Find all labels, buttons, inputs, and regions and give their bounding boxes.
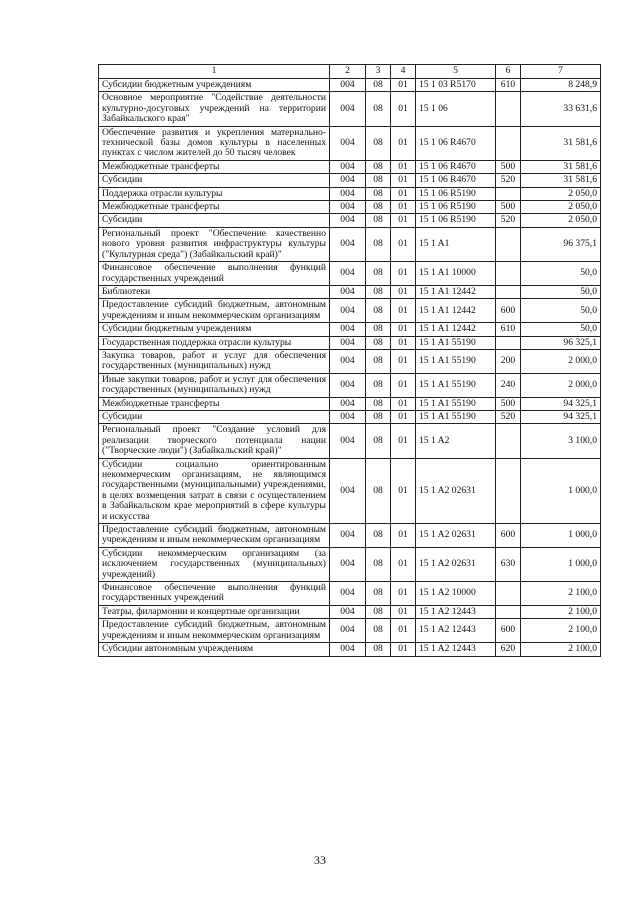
cell-amount: 8 248,9: [521, 79, 601, 92]
cell-section: 08: [366, 126, 391, 160]
cell-target-item: 15 1 A1 12442: [416, 323, 496, 336]
table-row: [99, 285, 601, 298]
column-header-amount: 7: [521, 65, 601, 79]
cell-subsection: 01: [391, 262, 416, 286]
cell-subsection: 01: [391, 524, 416, 548]
cell-name: Театры, филармонии и концертные организации: [99, 605, 330, 618]
cell-target-item: 15 1 A1 55190: [416, 349, 496, 373]
table-row: [99, 458, 601, 523]
cell-amount: 2 100,0: [521, 643, 601, 656]
table-row: [99, 262, 601, 286]
cell-ministry: 004: [330, 373, 366, 397]
cell-section: 08: [366, 201, 391, 214]
column-header-name: 1: [99, 65, 330, 79]
cell-subsection: 01: [391, 214, 416, 227]
cell-section: 08: [366, 323, 391, 336]
cell-expense-type: 600: [496, 299, 521, 323]
table-row: [99, 92, 601, 126]
cell-name: Обеспечение развития и укрепления материально-технической базы домов культуры в населенных пунктах с числом жителей до 50 тысяч человек: [99, 126, 330, 160]
cell-subsection: 01: [391, 458, 416, 523]
cell-section: 08: [366, 285, 391, 298]
cell-section: 08: [366, 160, 391, 173]
cell-subsection: 01: [391, 299, 416, 323]
cell-target-item: 15 1 06 R4670: [416, 126, 496, 160]
cell-amount: 94 325,1: [521, 397, 601, 410]
cell-section: 08: [366, 410, 391, 423]
cell-expense-type: [496, 458, 521, 523]
cell-expense-type: 500: [496, 160, 521, 173]
cell-name: Субсидии: [99, 174, 330, 187]
column-header-subsection: 4: [391, 65, 416, 79]
cell-ministry: 004: [330, 582, 366, 606]
table-row: [99, 424, 601, 458]
cell-expense-type: 520: [496, 174, 521, 187]
cell-amount: 3 100,0: [521, 424, 601, 458]
cell-target-item: 15 1 A2 02631: [416, 458, 496, 523]
cell-amount: 2 000,0: [521, 349, 601, 373]
cell-ministry: 004: [330, 79, 366, 92]
cell-ministry: 004: [330, 323, 366, 336]
cell-subsection: 01: [391, 285, 416, 298]
cell-target-item: 15 1 A2: [416, 424, 496, 458]
table-row: [99, 79, 601, 92]
cell-amount: 31 581,6: [521, 174, 601, 187]
cell-subsection: 01: [391, 227, 416, 261]
table-row: [99, 126, 601, 160]
table-row: [99, 160, 601, 173]
table-row: [99, 299, 601, 323]
table-row: [99, 174, 601, 187]
cell-name: Государственная поддержка отрасли культуры: [99, 336, 330, 349]
cell-ministry: 004: [330, 619, 366, 643]
cell-name: Субсидии некоммерческим организациям (за исключением государственных (муниципальных) учреждений): [99, 547, 330, 581]
cell-section: 08: [366, 619, 391, 643]
cell-expense-type: [496, 424, 521, 458]
cell-target-item: 15 1 A2 12443: [416, 605, 496, 618]
cell-amount: 33 631,6: [521, 92, 601, 126]
table-row: [99, 227, 601, 261]
cell-subsection: 01: [391, 643, 416, 656]
cell-amount: 1 000,0: [521, 547, 601, 581]
cell-subsection: 01: [391, 79, 416, 92]
cell-section: 08: [366, 373, 391, 397]
table-row: [99, 547, 601, 581]
cell-expense-type: 600: [496, 524, 521, 548]
cell-amount: 2 050,0: [521, 214, 601, 227]
cell-target-item: 15 1 06 R5190: [416, 214, 496, 227]
cell-subsection: 01: [391, 174, 416, 187]
cell-section: 08: [366, 299, 391, 323]
cell-ministry: 004: [330, 524, 366, 548]
column-header-target-item: 5: [416, 65, 496, 79]
cell-name: Субсидии бюджетным учреждениям: [99, 323, 330, 336]
cell-target-item: 15 1 A1 12442: [416, 285, 496, 298]
cell-target-item: 15 1 06 R5190: [416, 187, 496, 200]
cell-expense-type: 610: [496, 79, 521, 92]
cell-section: 08: [366, 336, 391, 349]
cell-amount: 1 000,0: [521, 524, 601, 548]
table-row: [99, 605, 601, 618]
cell-target-item: 15 1 A2 12443: [416, 619, 496, 643]
cell-subsection: 01: [391, 201, 416, 214]
cell-target-item: 15 1 A1 55190: [416, 410, 496, 423]
cell-ministry: 004: [330, 92, 366, 126]
table-row: [99, 397, 601, 410]
cell-name: Предоставление субсидий бюджетным, автономным учреждениям и иным некоммерческим организациям: [99, 299, 330, 323]
cell-target-item: 15 1 A1: [416, 227, 496, 261]
cell-expense-type: [496, 605, 521, 618]
cell-target-item: 15 1 A2 12443: [416, 643, 496, 656]
cell-subsection: 01: [391, 160, 416, 173]
cell-subsection: 01: [391, 619, 416, 643]
cell-name: Поддержка отрасли культуры: [99, 187, 330, 200]
cell-section: 08: [366, 397, 391, 410]
cell-expense-type: [496, 582, 521, 606]
cell-name: Иные закупки товаров, работ и услуг для обеспечения государственных (муниципальных) нужд: [99, 373, 330, 397]
cell-subsection: 01: [391, 349, 416, 373]
table-header-row: [99, 65, 601, 79]
table-row: [99, 323, 601, 336]
cell-target-item: 15 1 A1 55190: [416, 336, 496, 349]
cell-amount: 2 050,0: [521, 187, 601, 200]
table-row: [99, 410, 601, 423]
cell-name: Субсидии социально ориентированным некоммерческим организациям, не являющимся государственными (муниципальными) учреждениями, в целях возмещения затрат в связи с осуществлением в Забайкальском крае мероприятий в сфере культуры и искусства: [99, 458, 330, 523]
page-number: 33: [314, 853, 326, 867]
cell-expense-type: 200: [496, 349, 521, 373]
cell-name: Субсидии: [99, 214, 330, 227]
cell-ministry: 004: [330, 397, 366, 410]
cell-target-item: 15 1 06 R4670: [416, 160, 496, 173]
column-header-expense-type: 6: [496, 65, 521, 79]
cell-expense-type: 520: [496, 214, 521, 227]
cell-subsection: 01: [391, 397, 416, 410]
cell-amount: 2 100,0: [521, 582, 601, 606]
cell-section: 08: [366, 643, 391, 656]
cell-name: Субсидии автономным учреждениям: [99, 643, 330, 656]
cell-amount: 50,0: [521, 299, 601, 323]
cell-ministry: 004: [330, 160, 366, 173]
cell-name: Субсидии: [99, 410, 330, 423]
cell-subsection: 01: [391, 582, 416, 606]
cell-section: 08: [366, 458, 391, 523]
cell-ministry: 004: [330, 643, 366, 656]
cell-expense-type: 600: [496, 619, 521, 643]
table-row: [99, 201, 601, 214]
cell-ministry: 004: [330, 285, 366, 298]
cell-target-item: 15 1 A2 10000: [416, 582, 496, 606]
cell-expense-type: 240: [496, 373, 521, 397]
table-row: [99, 214, 601, 227]
table-row: [99, 582, 601, 606]
cell-subsection: 01: [391, 336, 416, 349]
cell-amount: 2 000,0: [521, 373, 601, 397]
cell-name: Межбюджетные трансферты: [99, 160, 330, 173]
cell-subsection: 01: [391, 323, 416, 336]
cell-ministry: 004: [330, 299, 366, 323]
table-row: [99, 524, 601, 548]
cell-expense-type: 630: [496, 547, 521, 581]
cell-section: 08: [366, 582, 391, 606]
budget-table: [98, 64, 601, 657]
table-body: [99, 79, 601, 657]
cell-name: Предоставление субсидий бюджетным, автономным учреждениям и иным некоммерческим организациям: [99, 524, 330, 548]
cell-name: Региональный проект "Создание условий для реализации творческого потенциала нации ("Творческие люди") (Забайкальский край)": [99, 424, 330, 458]
cell-ministry: 004: [330, 262, 366, 286]
cell-target-item: 15 1 03 R5170: [416, 79, 496, 92]
cell-section: 08: [366, 547, 391, 581]
cell-amount: 31 581,6: [521, 160, 601, 173]
cell-amount: 31 581,6: [521, 126, 601, 160]
table-row: [99, 619, 601, 643]
cell-name: Межбюджетные трансферты: [99, 201, 330, 214]
cell-ministry: 004: [330, 605, 366, 618]
cell-section: 08: [366, 174, 391, 187]
cell-amount: 50,0: [521, 323, 601, 336]
cell-ministry: 004: [330, 227, 366, 261]
cell-name: Закупка товаров, работ и услуг для обеспечения государственных (муниципальных) нужд: [99, 349, 330, 373]
cell-section: 08: [366, 227, 391, 261]
cell-target-item: 15 1 A2 02631: [416, 547, 496, 581]
cell-subsection: 01: [391, 424, 416, 458]
cell-section: 08: [366, 424, 391, 458]
cell-section: 08: [366, 79, 391, 92]
cell-section: 08: [366, 214, 391, 227]
cell-expense-type: 500: [496, 201, 521, 214]
cell-subsection: 01: [391, 92, 416, 126]
cell-ministry: 004: [330, 424, 366, 458]
cell-ministry: 004: [330, 336, 366, 349]
cell-name: Предоставление субсидий бюджетным, автономным учреждениям и иным некоммерческим организациям: [99, 619, 330, 643]
cell-ministry: 004: [330, 126, 366, 160]
cell-expense-type: [496, 262, 521, 286]
cell-target-item: 15 1 A1 55190: [416, 397, 496, 410]
cell-ministry: 004: [330, 410, 366, 423]
cell-amount: 2 100,0: [521, 605, 601, 618]
column-header-section: 3: [366, 65, 391, 79]
cell-ministry: 004: [330, 201, 366, 214]
cell-ministry: 004: [330, 187, 366, 200]
cell-ministry: 004: [330, 214, 366, 227]
cell-target-item: 15 1 A1 12442: [416, 299, 496, 323]
cell-subsection: 01: [391, 410, 416, 423]
cell-section: 08: [366, 187, 391, 200]
cell-target-item: 15 1 06 R4670: [416, 174, 496, 187]
cell-amount: 94 325,1: [521, 410, 601, 423]
cell-subsection: 01: [391, 547, 416, 581]
cell-name: Основное мероприятие "Содействие деятельности культурно-досуговых учреждений на территории Забайкальского края": [99, 92, 330, 126]
cell-subsection: 01: [391, 126, 416, 160]
cell-name: Субсидии бюджетным учреждениям: [99, 79, 330, 92]
cell-expense-type: [496, 336, 521, 349]
cell-ministry: 004: [330, 349, 366, 373]
cell-expense-type: [496, 92, 521, 126]
table-row: [99, 373, 601, 397]
cell-subsection: 01: [391, 187, 416, 200]
table-row: [99, 349, 601, 373]
cell-expense-type: 610: [496, 323, 521, 336]
cell-target-item: 15 1 A1 10000: [416, 262, 496, 286]
cell-ministry: 004: [330, 174, 366, 187]
cell-section: 08: [366, 349, 391, 373]
cell-target-item: 15 1 A2 02631: [416, 524, 496, 548]
cell-section: 08: [366, 605, 391, 618]
cell-name: Региональный проект "Обеспечение качественно нового уровня развития инфраструктуры культуры ("Культурная среда") (Забайкальский край)": [99, 227, 330, 261]
column-header-ministry: 2: [330, 65, 366, 79]
cell-name: Финансовое обеспечение выполнения функций государственных учреждений: [99, 262, 330, 286]
cell-amount: 1 000,0: [521, 458, 601, 523]
cell-expense-type: [496, 285, 521, 298]
cell-name: Библиотеки: [99, 285, 330, 298]
cell-amount: 50,0: [521, 285, 601, 298]
cell-amount: 2 100,0: [521, 619, 601, 643]
cell-section: 08: [366, 262, 391, 286]
cell-ministry: 004: [330, 547, 366, 581]
cell-section: 08: [366, 92, 391, 126]
cell-section: 08: [366, 524, 391, 548]
cell-amount: 2 050,0: [521, 201, 601, 214]
cell-expense-type: 500: [496, 397, 521, 410]
cell-target-item: 15 1 06 R5190: [416, 201, 496, 214]
table-row: [99, 336, 601, 349]
cell-amount: 96 325,1: [521, 336, 601, 349]
cell-target-item: 15 1 A1 55190: [416, 373, 496, 397]
cell-subsection: 01: [391, 373, 416, 397]
cell-name: Финансовое обеспечение выполнения функций государственных учреждений: [99, 582, 330, 606]
cell-expense-type: [496, 187, 521, 200]
table-row: [99, 187, 601, 200]
cell-target-item: 15 1 06: [416, 92, 496, 126]
cell-amount: 96 375,1: [521, 227, 601, 261]
cell-subsection: 01: [391, 605, 416, 618]
cell-amount: 50,0: [521, 262, 601, 286]
cell-expense-type: [496, 227, 521, 261]
cell-ministry: 004: [330, 458, 366, 523]
cell-expense-type: 520: [496, 410, 521, 423]
cell-name: Межбюджетные трансферты: [99, 397, 330, 410]
cell-expense-type: [496, 126, 521, 160]
cell-expense-type: 620: [496, 643, 521, 656]
table-row: [99, 643, 601, 656]
